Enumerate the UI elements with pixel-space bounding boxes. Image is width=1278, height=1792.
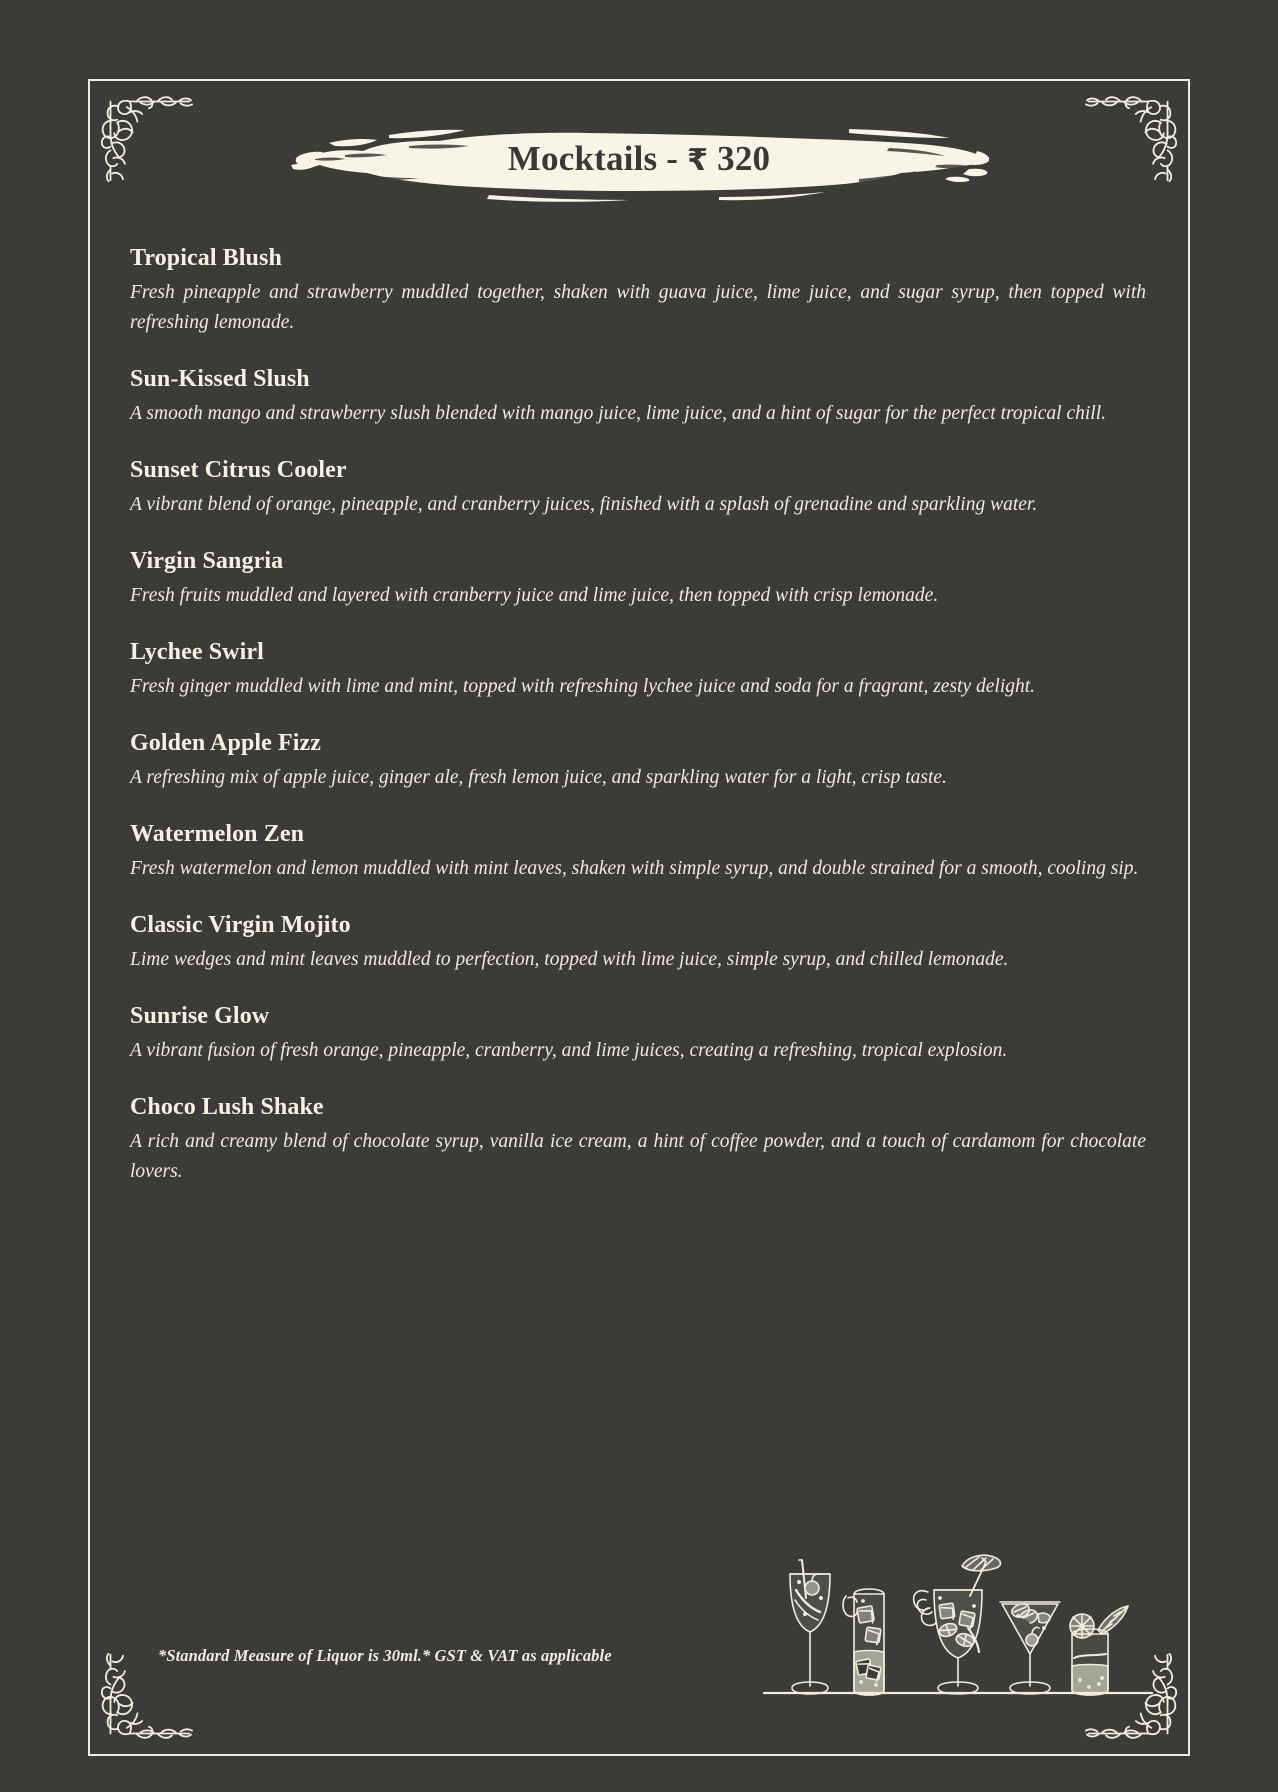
menu-item-name: Sun-Kissed Slush [130, 366, 310, 392]
menu-footer [90, 1534, 1188, 1754]
menu-item-description: Fresh ginger muddled with lime and mint, topped with refreshing lychee juice and soda for a fragrant, zesty delight. [130, 676, 1036, 697]
menu-item [130, 910, 1148, 975]
menu-item-name: Classic Virgin Mojito [130, 912, 351, 938]
menu-item-description: Fresh pineapple and strawberry muddled together, shaken with guava juice, lime juice, and sugar syrup, then topped with refreshing lemonade. [130, 282, 1146, 333]
menu-item-name: Sunrise Glow [130, 1003, 270, 1029]
page-title-label: Mocktails - [507, 139, 688, 178]
cocktail-glasses-illustration-icon [762, 1554, 1154, 1726]
menu-item-description: Fresh watermelon and lemon muddled with mint leaves, shaken with simple syrup, and double strained for a smooth, cooling sip. [130, 858, 1139, 879]
menu-item-description: Lime wedges and mint leaves muddled to perfection, topped with lime juice, simple syrup, and chilled lemonade. [130, 949, 1009, 970]
menu-item-description: A rich and creamy blend of chocolate syrup, vanilla ice cream, a hint of coffee powder, and a touch of cardamom for chocolate lovers. [130, 1131, 1146, 1182]
menu-item [130, 364, 1148, 429]
page-title-price: 320 [717, 139, 771, 178]
menu-header [90, 113, 1188, 209]
footnote-text: *Standard Measure of Liquor is 30ml.* GST & VAT as applicable [158, 1646, 612, 1665]
menu-item-description: Fresh fruits muddled and layered with cranberry juice and lime juice, then topped with crisp lemonade. [130, 585, 939, 606]
menu-item-description: A vibrant fusion of fresh orange, pineapple, cranberry, and lime juices, creating a refreshing, tropical explosion. [130, 1040, 1008, 1061]
menu-item-description: A smooth mango and strawberry slush blended with mango juice, lime juice, and a hint of sugar for the perfect tropical chill. [130, 403, 1107, 424]
menu-item-name: Lychee Swirl [130, 639, 264, 665]
menu-item [130, 455, 1148, 520]
menu-item [130, 1092, 1148, 1187]
menu-item [130, 243, 1148, 338]
menu-item [130, 546, 1148, 611]
menu-item [130, 728, 1148, 793]
menu-item-name: Virgin Sangria [130, 548, 284, 574]
menu-item-description: A refreshing mix of apple juice, ginger ale, fresh lemon juice, and sparkling water for a light, crisp taste. [130, 767, 947, 788]
menu-item-name: Choco Lush Shake [130, 1094, 324, 1120]
menu-item [130, 1001, 1148, 1066]
menu-item [130, 637, 1148, 702]
page-title [90, 137, 1188, 183]
menu-item-name: Golden Apple Fizz [130, 730, 322, 756]
menu-item [130, 819, 1148, 884]
menu-item-name: Tropical Blush [130, 245, 282, 271]
menu-items-list [130, 243, 1148, 1187]
rupee-symbol-icon: ₹ [687, 143, 709, 178]
menu-item-description: A vibrant blend of orange, pineapple, and cranberry juices, finished with a splash of grenadine and sparkling water. [130, 494, 1038, 515]
menu-item-name: Sunset Citrus Cooler [130, 457, 347, 483]
menu-item-name: Watermelon Zen [130, 821, 305, 847]
menu-frame-border [88, 79, 1190, 1756]
